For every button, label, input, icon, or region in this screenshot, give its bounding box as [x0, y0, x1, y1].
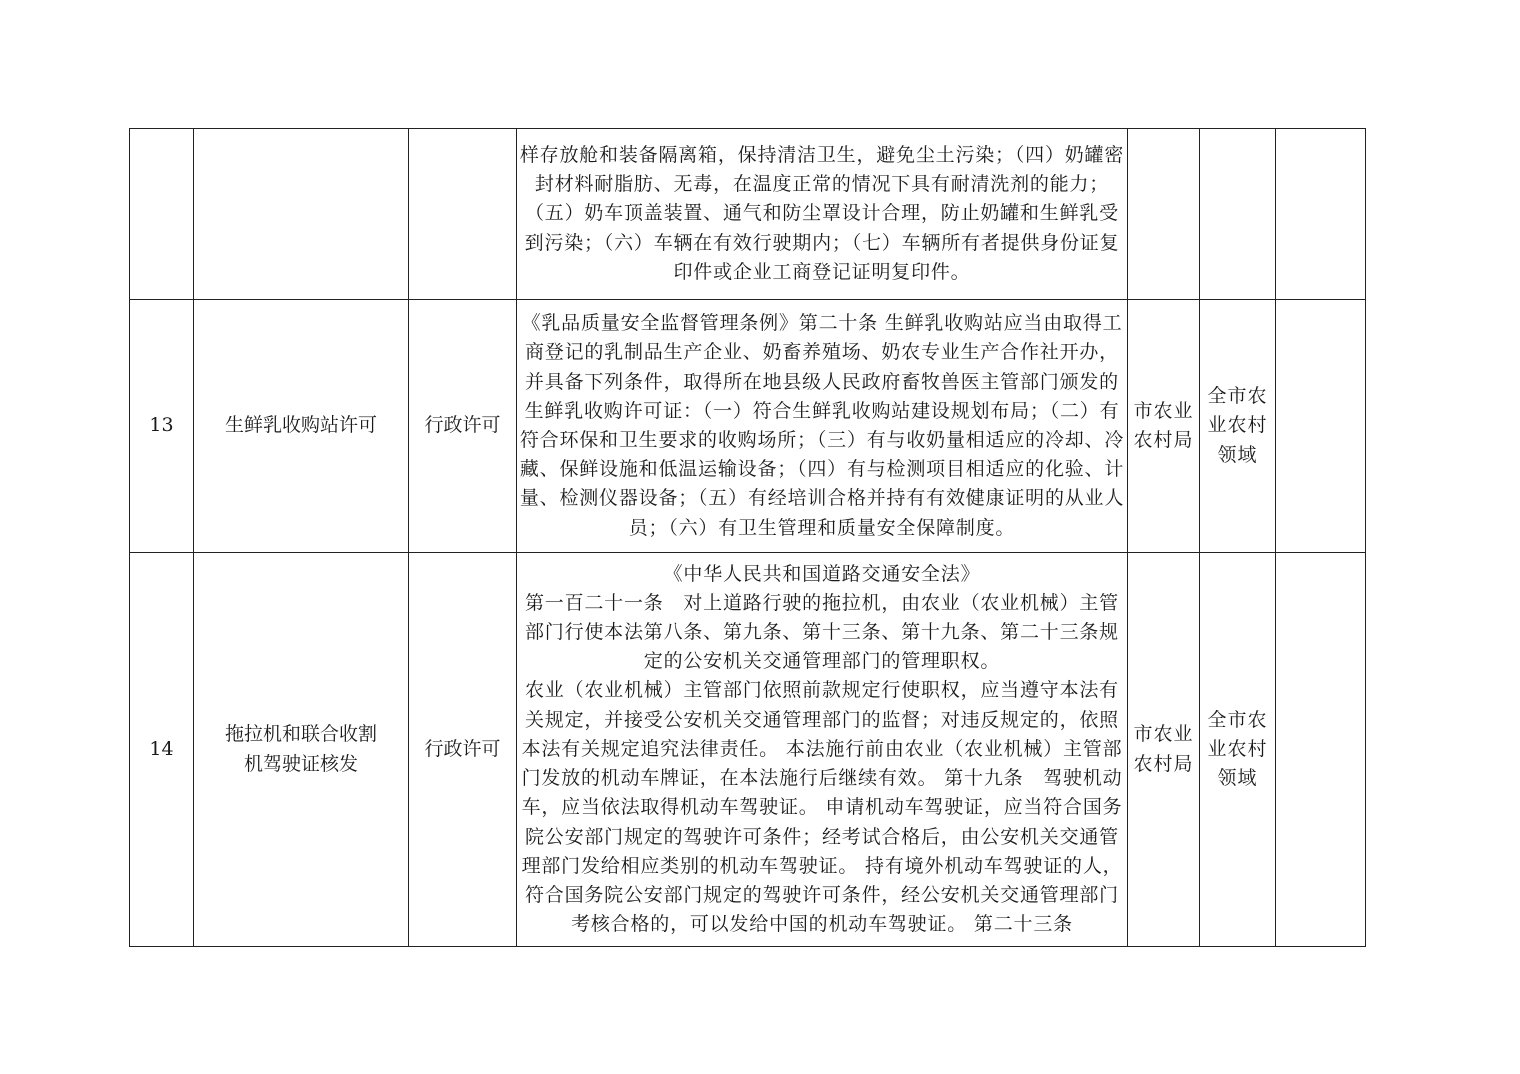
item-number-cell: 14 — [130, 553, 194, 947]
table-row — [130, 129, 1366, 300]
legal-basis-cell — [517, 129, 1128, 300]
legal-basis-paragraph: 样存放舱和装备隔离箱，保持清洁卫生，避免尘土污染；（四）奶罐密封材料耐脂肪、无毒，在温度正常的情况下具有耐清洗剂的能力；（五）奶车顶盖装置、通气和防尘罩设计合理，防止奶罐和生鲜乳受到污染；（六）车辆在有效行驶期内；（七）车辆所有者提供身份证复印件或企业工商登记证明复印件。 — [519, 143, 1125, 283]
scope-cell: 全市农业农村领域 — [1200, 300, 1276, 553]
remark-cell — [1276, 300, 1366, 553]
item-category-cell — [409, 129, 517, 300]
legal-basis-cell — [517, 300, 1128, 553]
legal-basis-law-title: 《中华人民共和国道路交通安全法》 — [663, 562, 981, 585]
item-category-cell: 行政许可 — [409, 300, 517, 553]
department-cell — [1128, 129, 1200, 300]
legal-basis-paragraph: 第一百二十一条 对上道路行驶的拖拉机，由农业（农业机械）主管部门行使本法第八条、第九条、第十三条、第十九条、第二十三条规定的公安机关交通管理部门的管理职权。 — [524, 591, 1119, 673]
item-name-cell: 拖拉机和联合收割机驾驶证核发 — [194, 553, 409, 947]
table-row — [130, 553, 1366, 947]
legal-basis-cell — [517, 553, 1128, 947]
department-cell: 市农业农村局 — [1128, 553, 1200, 947]
item-name-cell — [194, 129, 409, 300]
item-number-cell — [130, 129, 194, 300]
item-category-cell: 行政许可 — [409, 553, 517, 947]
scope-cell — [1200, 129, 1276, 300]
legal-basis-paragraph: 《乳品质量安全监督管理条例》第二十条 生鲜乳收购站应当由取得工商登记的乳制品生产企业、奶畜养殖场、奶农专业生产合作社开办，并具备下列条件，取得所在地县级人民政府畜牧兽医主管部门颁发的生鲜乳收购许可证：（一）符合生鲜乳收购站建设规划布局；（二）有符合环保和卫生要求的收购场所；（三）有与收奶量相适应的冷却、冷藏、保鲜设施和低温运输设备；（四）有与检测项目相适应的化验、计量、检测仪器设备；（五）有经培训合格并持有有效健康证明的从业人员；（六）有卫生管理和质量安全保障制度。 — [519, 312, 1125, 539]
item-number-cell: 13 — [130, 300, 194, 553]
scope-cell: 全市农业农村领域 — [1200, 553, 1276, 947]
authority-list-table — [129, 128, 1366, 947]
remark-cell — [1276, 129, 1366, 300]
legal-basis-paragraph: 农业（农业机械）主管部门依照前款规定行使职权，应当遵守本法有关规定，并接受公安机关交通管理部门的监督；对违反规定的，依照本法有关规定追究法律责任。 本法施行前由农业（农业机械）主管部门发放的机动车牌证，在本法施行后继续有效。 第十九条 驾驶机动车，应当依法取得机动车驾驶证。 申请机动车驾驶证，应当符合国务院公安部门规定的驾驶许可条件；经考试合格后，由公安机关交通管理部门发给相应类别的机动车驾驶证。 持有境外机动车驾驶证的人，符合国务院公安部门规定的驾驶许可条件，经公安机关交通管理部门考核合格的，可以发给中国的机动车驾驶证。 第二十三条 — [521, 679, 1123, 936]
remark-cell — [1276, 553, 1366, 947]
item-name-cell: 生鲜乳收购站许可 — [194, 300, 409, 553]
department-cell: 市农业农村局 — [1128, 300, 1200, 553]
table-row — [130, 300, 1366, 553]
